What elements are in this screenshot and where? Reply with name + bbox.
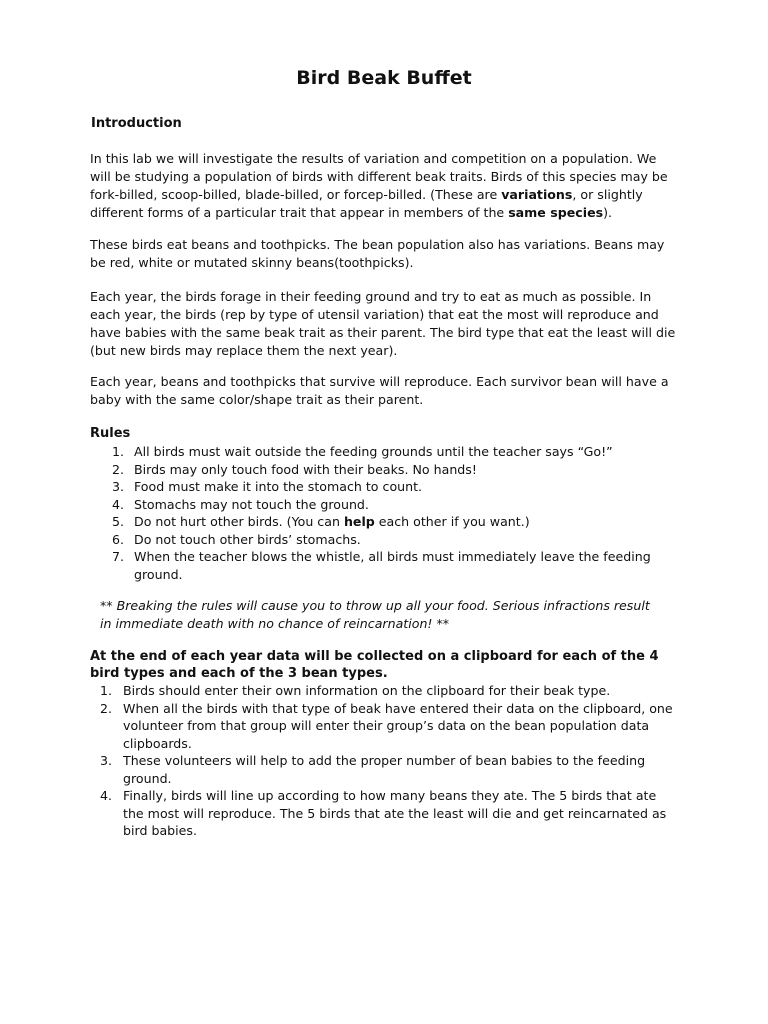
introduction-paragraph-1 — [90, 150, 680, 222]
list-item-text: Do not touch other birds’ stomachs. — [134, 531, 361, 547]
list-item-text: Finally, birds will line up according to how many beans they ate. The 5 birds that ate the most will reproduce. The 5 birds that ate the least will die and get reincarnated as bird babies. — [123, 788, 667, 838]
rules-warning-note: ** Breaking the rules will cause you to throw up all your food. Serious infractions result in immediate death with no chance of reincarnation! ** — [100, 598, 650, 631]
rules-list-item — [90, 548, 680, 583]
list-number: 4. — [112, 496, 125, 512]
list-number: 3. — [100, 753, 113, 768]
data-collection-list-item — [90, 787, 680, 840]
data-collection-list-item — [90, 682, 680, 700]
list-item-text: All birds must wait outside the feeding grounds until the teacher says “Go!” — [134, 444, 613, 459]
rules-list-item — [90, 531, 680, 549]
rules-section — [90, 425, 680, 583]
list-item-text: When all the birds with that type of beak have entered their data on the clipboard, one volunteer from that group will enter their group’s data on the bean population data clipboards. — [123, 700, 673, 751]
rules-list-item — [90, 461, 680, 479]
intro-p1-text-a: In this lab we will investigate the results of variation and competition on a population. We will be studying a population of birds with different beak traits. Birds of this species may be fork-billed, scoop-billed, blade-billed, or forcep-billed. (These are — [90, 151, 668, 202]
introduction-paragraph-3: Each year, the birds forage in their feeding ground and try to eat as much as possible. In each year, the birds (rep by type of utensil variation) that eat the most will reproduce and have babies with the same beak trait as their parent. The bird type that eat the least will die (but new birds may replace them the next year). — [90, 289, 676, 358]
list-number: 3. — [112, 479, 125, 494]
rules-heading: Rules — [90, 426, 131, 441]
data-collection-list-item — [90, 700, 680, 753]
rules-list-item — [90, 443, 680, 461]
intro-p1-text-c: , or slightly different forms of a particular trait that appear in members of the — [90, 187, 643, 220]
intro-p1-text-d: ). — [603, 205, 613, 220]
intro-p1-bold-variations: variations — [501, 187, 573, 202]
list-number: 1. — [100, 683, 113, 698]
data-collection-section — [90, 648, 680, 840]
list-item-text: These volunteers will help to add the proper number of bean babies to the feeding ground. — [123, 753, 646, 786]
document-title: Bird Beak Buffet — [296, 67, 472, 89]
list-item-text: Stomachs may not touch the ground. — [134, 496, 369, 512]
rules-list-item — [90, 496, 680, 514]
rules-list-item — [90, 478, 680, 496]
list-item-text: Food must make it into the stomach to count. — [134, 479, 423, 494]
data-collection-lead: At the end of each year data will be collected on a clipboard for each of the 4 bird types and each of the 3 bean types. — [90, 649, 659, 681]
list-number: 1. — [112, 444, 125, 459]
list-item-text: When the teacher blows the whistle, all birds must immediately leave the feeding ground. — [134, 549, 651, 582]
list-number: 2. — [112, 461, 125, 477]
list-number: 5. — [112, 514, 125, 529]
data-collection-list — [90, 682, 680, 840]
list-item-text: Birds may only touch food with their beaks. No hands! — [134, 461, 477, 477]
list-item-bold-help: help — [343, 514, 375, 529]
intro-p1-bold-same-species: same species — [508, 205, 604, 220]
rules-list-item — [90, 513, 680, 531]
list-item-text: Birds should enter their own information on the clipboard for their beak type. — [123, 683, 611, 698]
list-number: 4. — [100, 788, 113, 803]
data-collection-list-item — [90, 752, 680, 787]
introduction-paragraph-2: These birds eat beans and toothpicks. The bean population also has variations. Beans may be red, white or mutated skinny beans(toothpicks). — [90, 237, 665, 270]
list-number: 7. — [112, 549, 125, 564]
list-number: 2. — [100, 700, 113, 716]
introduction-heading: Introduction — [91, 116, 182, 131]
rules-list — [90, 443, 680, 583]
introduction-paragraph-4: Each year, beans and toothpicks that survive will reproduce. Each survivor bean will have a baby with the same color/shape trait as their parent. — [90, 374, 669, 407]
list-number: 6. — [112, 531, 125, 547]
list-item-text-c: each other if you want.) — [374, 514, 530, 529]
list-item-text-a: Do not hurt other birds. (You can — [134, 514, 344, 529]
